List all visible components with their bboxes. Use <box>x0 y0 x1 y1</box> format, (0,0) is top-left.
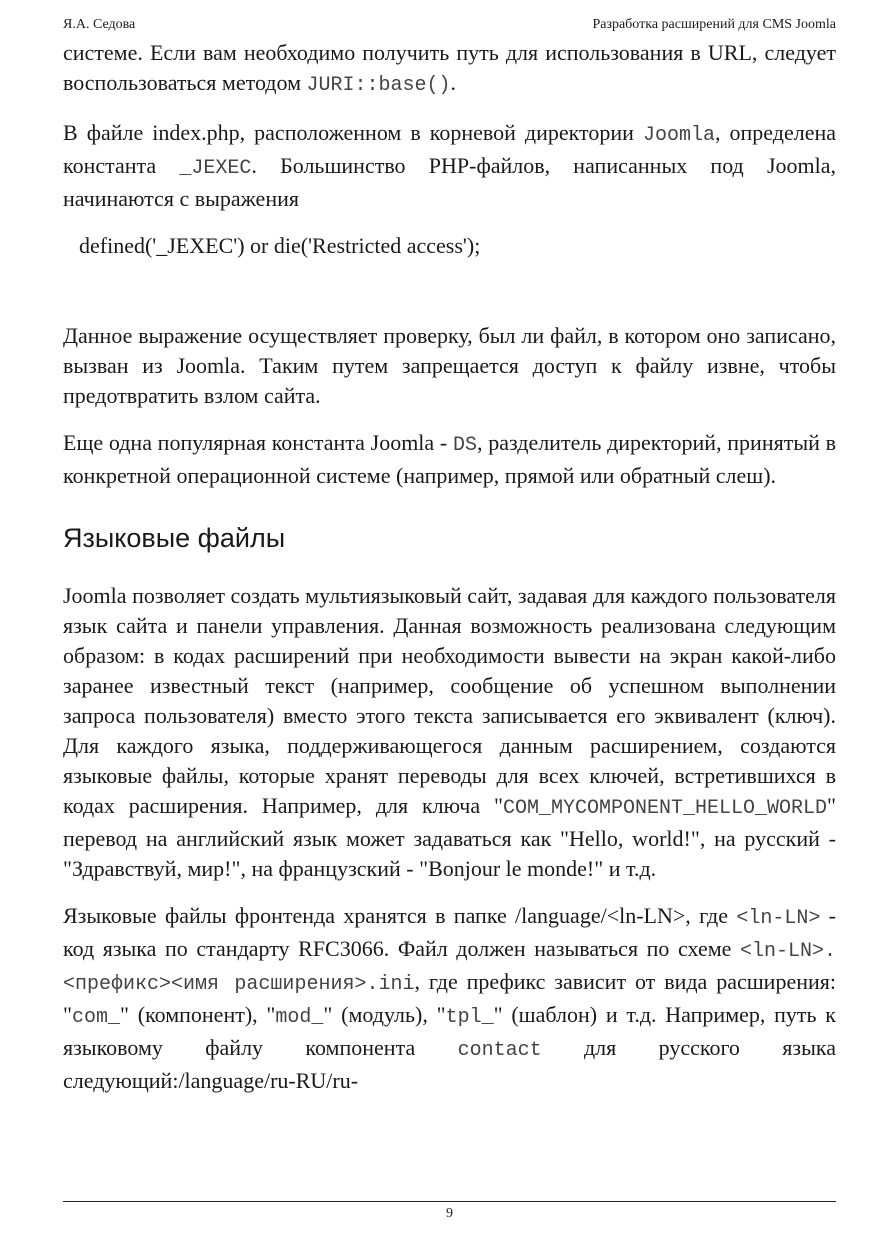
paragraph-1: системе. Если вам необходимо получить путь для использования в URL, следует воспользоваться методом JURI::base(). <box>63 40 836 97</box>
inline-code: <ln-LN> <box>736 907 821 930</box>
document-page <box>63 0 836 1241</box>
header-author: Я.А. Седова <box>63 17 136 32</box>
inline-code: mod_ <box>275 1006 324 1029</box>
inline-code: JURI::base() <box>306 74 451 97</box>
inline-code: com_ <box>71 1006 120 1029</box>
header-title: Разработка расширений для CMS Joomla <box>592 17 836 32</box>
section-heading: Языковые файлы <box>63 523 286 553</box>
code-example: defined('_JEXEC') or die('Restricted access'); <box>79 233 481 258</box>
inline-code: contact <box>457 1039 542 1062</box>
inline-code: tpl_ <box>445 1006 494 1029</box>
page-number: 9 <box>446 1206 453 1221</box>
paragraph-6: Языковые файлы фронтенда хранятся в папке /language/<ln-LN>, где <ln-LN> - код языка по стандарту RFC3066. Файл должен называться по схеме <ln-LN>.<префикс><имя расширения>.ini, где префикс зависит от вида расширения: "com_" (компонент), "mod_" (модуль), "tpl_" (шаблон) и т.д. Например, путь к языковому файлу компонента contact для русского языка следующий:/language/ru-RU/ru- <box>63 903 837 1093</box>
running-header <box>63 17 836 33</box>
paragraph-3: Данное выражение осуществляет проверку, был ли файл, в котором оно записано, вызван из Joomla. Таким путем запрещается доступ к файлу извне, чтобы предотвратить взлом сайта. <box>63 323 836 408</box>
paragraph-2: В файле index.php, расположенном в корневой директории Joomla, определена константа _JEXEC. Большинство PHP-файлов, написанных под Joomla, начинаются с выражения <box>63 120 837 211</box>
inline-code: DS <box>452 434 477 457</box>
inline-code: Joomla <box>642 124 715 147</box>
inline-code: _JEXEC <box>179 157 252 180</box>
paragraph-4: Еще одна популярная константа Joomla - DS, разделитель директорий, принятый в конкретной операционной системе (например, прямой или обратный слеш). <box>63 430 836 488</box>
page-content <box>63 38 836 1096</box>
footer-rule <box>63 1201 836 1202</box>
inline-code: <ln-LN>.<префикс><имя расширения>.ini <box>63 940 836 996</box>
inline-code: COM_MYCOMPONENT_HELLO_WORLD <box>502 797 828 820</box>
paragraph-5: Joomla позволяет создать мультиязыковый сайт, задавая для каждого пользователя язык сайта и панели управления. Данная возможность реализована следующим образом: в кодах расширений при необходимости вывести на экран какой-либо заранее известный текст (например, сообщение об успешном выполнении запроса пользователя) вместо этого текста записывается его эквивалент (ключ). Для каждого языка, поддерживающегося данным расширением, создаются языковые файлы, которые хранят переводы для всех ключей, встретившихся в кодах расширения. Например, для ключа "COM_MYCOMPONENT_HELLO_WORLD" перевод на английский язык может задаваться как "Hello, world!", на русский - "Здравствуй, мир!", на французский - "Bonjour le monde!" и т.д. <box>63 583 836 881</box>
